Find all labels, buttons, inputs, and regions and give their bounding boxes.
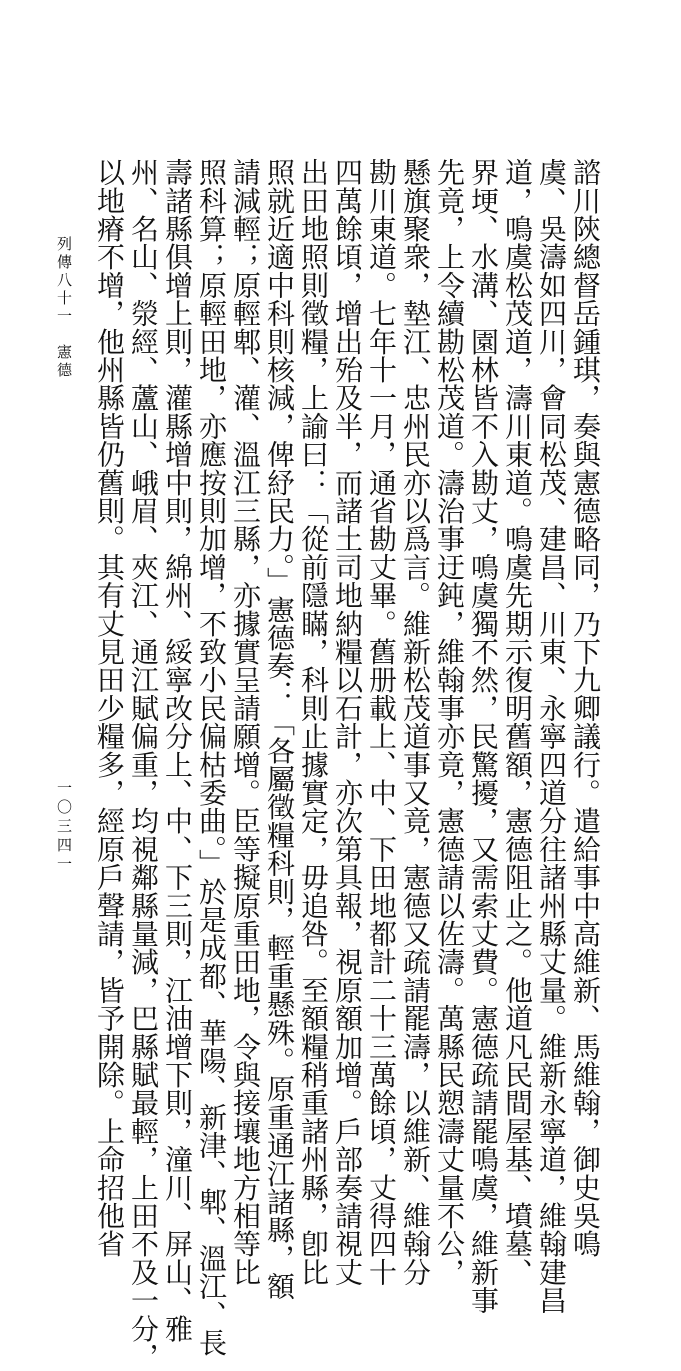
text-column: 虞、吳濤如四川，會同松茂、建昌、川東、永寧四道分往諸州縣丈量。維新永寧道，維翰建昌 [535, 158, 568, 1315]
text-column: 諮川陝總督岳鍾琪，奏與憲德略同，乃下九卿議行。遣給事中高維新、馬維翰，御史吳鳴 [569, 158, 602, 1258]
text-column: 勘川東道。七年十一月，通省勘丈畢。舊册載上、中、下田地都計二十三萬餘頃，丈得四十 [365, 158, 398, 1286]
text-column: 州、名山、滎經、蘆山、峨眉、夾江、通江賦偏重，均視鄰縣量減，巴縣賦最輕，上田不及一分， [127, 158, 160, 1371]
text-column: 界埂、水溝、園林皆不入勘丈，鳴虞獨不然，民驚擾，又需索丈費。憲德疏請罷鳴虞，維新事 [467, 158, 500, 1315]
page-number: 一〇三四一 [55, 780, 73, 875]
text-column: 壽諸縣俱增上則，灌縣增中則，綿州、綏寧改分上、中、下三則，江油增下則，潼川、屏山、雅 [161, 158, 194, 1343]
text-column: 懸旗聚衆，墊江、忠州民亦以爲言。維新松茂道事又竟，憲德又疏請罷濤，以維新、維翰分 [399, 158, 432, 1286]
text-column: 照就近適中科則核減，俾紓民力。」憲德奏：「各屬徵糧科則，輕重懸殊。原重通江諸縣，額 [263, 158, 296, 1301]
text-column: 請減輕；原輕郫、灌、溫江三縣，亦據實呈請願增。臣等擬原重田地，令與接壤地方相等比 [229, 158, 262, 1286]
text-column: 出田地照則徵糧，上諭曰：「從前隱瞞，科則止據實定，毋追咎。至額糧稍重諸州縣，卽比 [297, 158, 330, 1286]
text-column: 先竟，上令續勘松茂道。濤治事迂鈍，維翰事亦竟，憲德請以佐濤。萬縣民愬濤丈量不公， [433, 158, 466, 1286]
text-column: 道，鳴虞松茂道，濤川東道。鳴虞先期示復明舊額，憲德阻止之。他道凡民間屋基、墳墓、 [501, 158, 534, 1286]
text-column: 照科算；原輕田地，亦應按則加增，不致小民偏枯委曲。」於是成都、華陽、新津、郫、溫江、長 [195, 158, 228, 1357]
text-column: 四萬餘頃，增出殆及半，而諸土司地納糧以石計，亦次第具報，視原額加增。戶部奏請視丈 [331, 158, 364, 1286]
text-column: 以地瘠不增，他州縣皆仍舊則。其有丈見田少糧多，經原戶聲請，皆予開除。上命招他省 [93, 158, 126, 1258]
running-title: 列傳八十一 憲德 [55, 236, 73, 380]
